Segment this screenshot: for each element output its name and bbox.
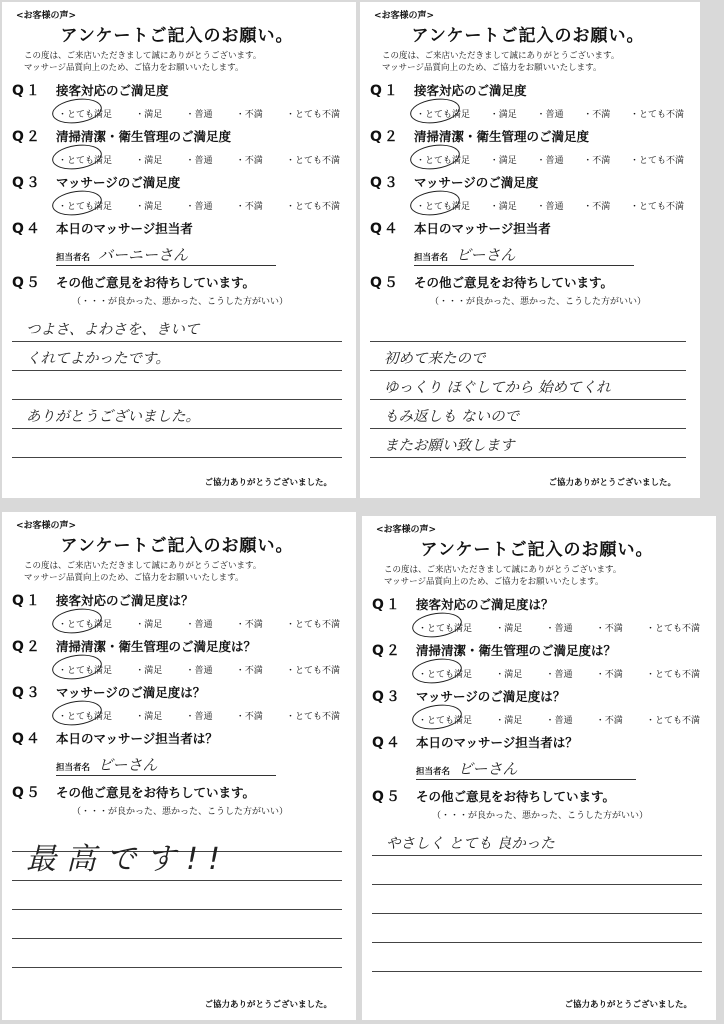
staff-name-field[interactable] [416,758,636,780]
question-number: Q５ [12,275,42,291]
question-3 [12,172,342,192]
rating-option-1[interactable]: ・とても満足 [58,617,112,630]
question-number: Q１ [372,597,402,613]
rating-option-4[interactable]: ・不満 [235,666,263,676]
staff-name-label: 担当者名 [56,763,91,773]
staff-name-label: 担当者名 [56,253,91,263]
comment-line [372,914,702,943]
question-3 [372,686,702,706]
comment-lines[interactable] [12,313,342,458]
rating-option-4[interactable]: ・不満 [583,202,611,212]
staff-name-handwritten: バーニーさん [98,246,189,264]
rating-option-1[interactable]: ・とても満足 [418,621,472,634]
comment-lines[interactable] [372,827,702,972]
rating-option-4[interactable]: ・不満 [235,110,263,120]
comment-handwritten: ありがとうございました。 [26,409,200,425]
rating-options [58,199,340,212]
rating-option-2[interactable]: ・満足 [489,110,517,120]
rating-option-4[interactable]: ・不満 [595,624,623,634]
rating-option-2[interactable]: ・満足 [135,110,163,120]
question-text: 接客対応のご満足度 [414,83,527,98]
comment-hint: （・・・が良かった、悪かった、こうした方がいい） [430,297,647,307]
question-2 [12,126,342,146]
rating-option-2[interactable]: ・満足 [135,666,163,676]
comment-handwritten: やさしく とても 良かった [386,836,555,852]
intro-text-2: マッサージ品質向上のため、ご協力をお願いいたします。 [24,63,244,73]
rating-option-3[interactable]: ・普通 [185,110,213,120]
survey-sheet-3 [2,512,356,1020]
question-5 [12,272,342,292]
rating-option-3[interactable]: ・普通 [185,202,213,212]
rating-option-4[interactable]: ・不満 [595,670,623,680]
question-text: 接客対応のご満足度 [56,83,169,98]
comment-handwritten: つよさ、よわさを、きいて [26,322,200,338]
survey-title: アンケートご記入のお願い。 [60,26,294,46]
rating-option-3[interactable]: ・普通 [545,624,573,634]
rating-option-3[interactable]: ・普通 [536,110,564,120]
question-5 [370,272,686,292]
rating-options [58,617,340,630]
staff-name-handwritten: ビーさん [456,246,516,264]
rating-option-5[interactable]: ・とても不満 [285,202,340,212]
question-1 [12,590,342,610]
comment-line [12,939,342,968]
question-5 [372,786,702,806]
question-5 [12,782,342,802]
rating-options [416,153,684,166]
rating-option-5[interactable]: ・とても不満 [645,716,700,726]
rating-option-5[interactable]: ・とても不満 [285,620,340,630]
question-text: マッサージのご満足度 [414,175,539,190]
question-text: 本日のマッサージ担当者は？ [56,731,218,746]
question-text: その他ご意見をお待ちしています。 [416,789,616,804]
intro-text-1: この度は、ご来店いただきまして誠にありがとうございます。 [24,561,262,571]
rating-option-2[interactable]: ・満足 [489,156,517,166]
question-text: マッサージのご満足度は？ [416,689,566,704]
question-4 [370,218,686,238]
intro-text-2: マッサージ品質向上のため、ご協力をお願いいたします。 [382,63,602,73]
question-4 [12,218,342,238]
rating-option-1[interactable]: ・とても満足 [58,107,112,120]
comment-line [12,400,342,429]
question-text: その他ご意見をお待ちしています。 [56,785,256,800]
comment-lines[interactable] [370,313,686,458]
question-text: 接客対応のご満足度は？ [56,593,194,608]
comment-line [370,429,686,458]
rating-options [58,107,340,120]
comment-line [370,371,686,400]
question-number: Q３ [370,175,400,191]
rating-option-2[interactable]: ・満足 [135,712,163,722]
survey-sheet-1 [2,2,356,498]
question-number: Q２ [12,639,42,655]
question-number: Q４ [12,221,42,237]
comment-handwritten: 初めて来たので [384,351,486,367]
question-text: 接客対応のご満足度は？ [416,597,554,612]
comment-line [12,842,342,881]
voice-label: <お客様の声> [374,11,435,21]
rating-option-3[interactable]: ・普通 [536,202,564,212]
rating-option-2[interactable]: ・満足 [135,620,163,630]
comment-handwritten: ゆっくり ほぐしてから 始めてくれ [384,380,611,396]
question-number: Q２ [372,643,402,659]
rating-options [58,153,340,166]
rating-option-1[interactable]: ・とても満足 [416,107,470,120]
comment-line [12,342,342,371]
survey-title: アンケートご記入のお願い。 [420,540,654,560]
rating-option-3[interactable]: ・普通 [185,666,213,676]
question-number: Q１ [370,83,400,99]
thanks-text: ご協力ありがとうございました。 [564,1000,692,1010]
staff-name-field[interactable] [56,754,276,776]
rating-options [416,107,684,120]
question-number: Q４ [12,731,42,747]
question-text: 清掃清潔・衛生管理のご満足度は？ [416,643,617,658]
rating-option-1[interactable]: ・とても満足 [58,153,112,166]
thanks-text: ご協力ありがとうございました。 [204,478,332,488]
rating-option-5[interactable]: ・とても不満 [285,712,340,722]
question-2 [370,126,686,146]
survey-title: アンケートご記入のお願い。 [411,26,645,46]
comment-line [12,429,342,458]
rating-options [58,663,340,676]
rating-option-2[interactable]: ・満足 [135,156,163,166]
rating-option-5[interactable]: ・とても不満 [645,624,700,634]
intro-text-2: マッサージ品質向上のため、ご協力をお願いいたします。 [24,573,244,583]
comment-hint: （・・・が良かった、悪かった、こうした方がいい） [72,297,289,307]
staff-name-handwritten: ビーさん [458,760,518,778]
rating-option-5[interactable]: ・とても不満 [645,670,700,680]
comment-line [372,943,702,972]
rating-option-1[interactable]: ・とても満足 [58,199,112,212]
rating-option-2[interactable]: ・満足 [495,670,523,680]
question-text: 本日のマッサージ担当者は？ [416,735,578,750]
staff-name-handwritten: ビーさん [98,756,158,774]
voice-label: <お客様の声> [376,525,437,535]
thanks-text: ご協力ありがとうございました。 [204,1000,332,1010]
rating-option-5[interactable]: ・とても不満 [629,202,684,212]
rating-option-1[interactable]: ・とても満足 [418,667,472,680]
intro-text-2: マッサージ品質向上のため、ご協力をお願いいたします。 [384,577,604,587]
comment-line [12,910,342,939]
rating-option-1[interactable]: ・とても満足 [418,713,472,726]
question-1 [370,80,686,100]
rating-option-3[interactable]: ・普通 [185,620,213,630]
question-number: Q５ [12,785,42,801]
rating-options [418,621,700,634]
question-text: マッサージのご満足度は？ [56,685,206,700]
question-number: Q５ [370,275,400,291]
rating-options [416,199,684,212]
question-number: Q４ [372,735,402,751]
comment-line [12,881,342,910]
staff-name-field[interactable] [414,244,634,266]
question-1 [12,80,342,100]
staff-name-field[interactable] [56,244,276,266]
rating-option-2[interactable]: ・満足 [495,624,523,634]
rating-option-2[interactable]: ・満足 [495,716,523,726]
comment-line [372,856,702,885]
comment-line [12,313,342,342]
comment-hint: （・・・が良かった、悪かった、こうした方がいい） [72,807,289,817]
thanks-text: ご協力ありがとうございました。 [548,478,676,488]
comment-handwritten: またお願い致します [384,438,515,454]
rating-option-3[interactable]: ・普通 [185,156,213,166]
survey-sheet-4 [362,516,716,1020]
comment-handwritten: もみ返しも ないので [384,409,520,425]
staff-name-label: 担当者名 [414,253,449,263]
question-text: 本日のマッサージ担当者 [414,221,551,236]
question-number: Q３ [12,685,42,701]
comment-line [372,827,702,856]
rating-options [418,667,700,680]
question-3 [12,682,342,702]
rating-option-3[interactable]: ・普通 [536,156,564,166]
intro-text-1: この度は、ご来店いただきまして誠にありがとうございます。 [384,565,622,575]
rating-option-4[interactable]: ・不満 [583,156,611,166]
question-text: その他ご意見をお待ちしています。 [56,275,256,290]
rating-option-4[interactable]: ・不満 [595,716,623,726]
question-text: 本日のマッサージ担当者 [56,221,193,236]
rating-option-3[interactable]: ・普通 [545,670,573,680]
intro-text-1: この度は、ご来店いただきまして誠にありがとうございます。 [382,51,620,61]
rating-options [58,709,340,722]
rating-option-5[interactable]: ・とても不満 [285,110,340,120]
question-number: Q５ [372,789,402,805]
question-1 [372,594,702,614]
rating-option-2[interactable]: ・満足 [135,202,163,212]
staff-name-label: 担当者名 [416,767,451,777]
rating-option-5[interactable]: ・とても不満 [629,110,684,120]
question-number: Q２ [12,129,42,145]
question-text: マッサージのご満足度 [56,175,181,190]
rating-option-4[interactable]: ・不満 [235,156,263,166]
rating-option-5[interactable]: ・とても不満 [285,156,340,166]
rating-option-4[interactable]: ・不満 [583,110,611,120]
question-text: その他ご意見をお待ちしています。 [414,275,614,290]
question-3 [370,172,686,192]
rating-option-1[interactable]: ・とても満足 [58,709,112,722]
rating-option-5[interactable]: ・とても不満 [285,666,340,676]
survey-title: アンケートご記入のお願い。 [60,536,294,556]
comment-line [372,885,702,914]
rating-option-4[interactable]: ・不満 [235,202,263,212]
rating-option-3[interactable]: ・普通 [545,716,573,726]
comment-lines[interactable] [12,823,342,968]
question-4 [12,728,342,748]
intro-text-1: この度は、ご来店いただきまして誠にありがとうございます。 [24,51,262,61]
comment-handwritten: くれてよかったです。 [26,351,170,367]
comment-hint: （・・・が良かった、悪かった、こうした方がいい） [432,811,649,821]
question-4 [372,732,702,752]
question-2 [12,636,342,656]
question-text: 清掃清潔・衛生管理のご満足度 [414,129,590,144]
question-text: 清掃清潔・衛生管理のご満足度 [56,129,232,144]
question-number: Q１ [12,593,42,609]
question-text: 清掃清潔・衛生管理のご満足度は？ [56,639,257,654]
comment-line [12,371,342,400]
rating-option-1[interactable]: ・とても満足 [416,199,470,212]
question-number: Q４ [370,221,400,237]
question-number: Q３ [372,689,402,705]
rating-option-2[interactable]: ・満足 [489,202,517,212]
voice-label: <お客様の声> [16,521,77,531]
comment-line [370,313,686,342]
rating-option-4[interactable]: ・不満 [235,712,263,722]
question-number: Q３ [12,175,42,191]
question-2 [372,640,702,660]
comment-line [370,342,686,371]
rating-option-1[interactable]: ・とても満足 [58,663,112,676]
rating-option-1[interactable]: ・とても満足 [416,153,470,166]
comment-handwritten: 最高です!! [26,842,231,877]
question-number: Q２ [370,129,400,145]
rating-options [418,713,700,726]
rating-option-4[interactable]: ・不満 [235,620,263,630]
rating-option-5[interactable]: ・とても不満 [629,156,684,166]
rating-option-3[interactable]: ・普通 [185,712,213,722]
comment-line [370,400,686,429]
survey-sheet-2 [360,2,700,498]
question-number: Q１ [12,83,42,99]
voice-label: <お客様の声> [16,11,77,21]
